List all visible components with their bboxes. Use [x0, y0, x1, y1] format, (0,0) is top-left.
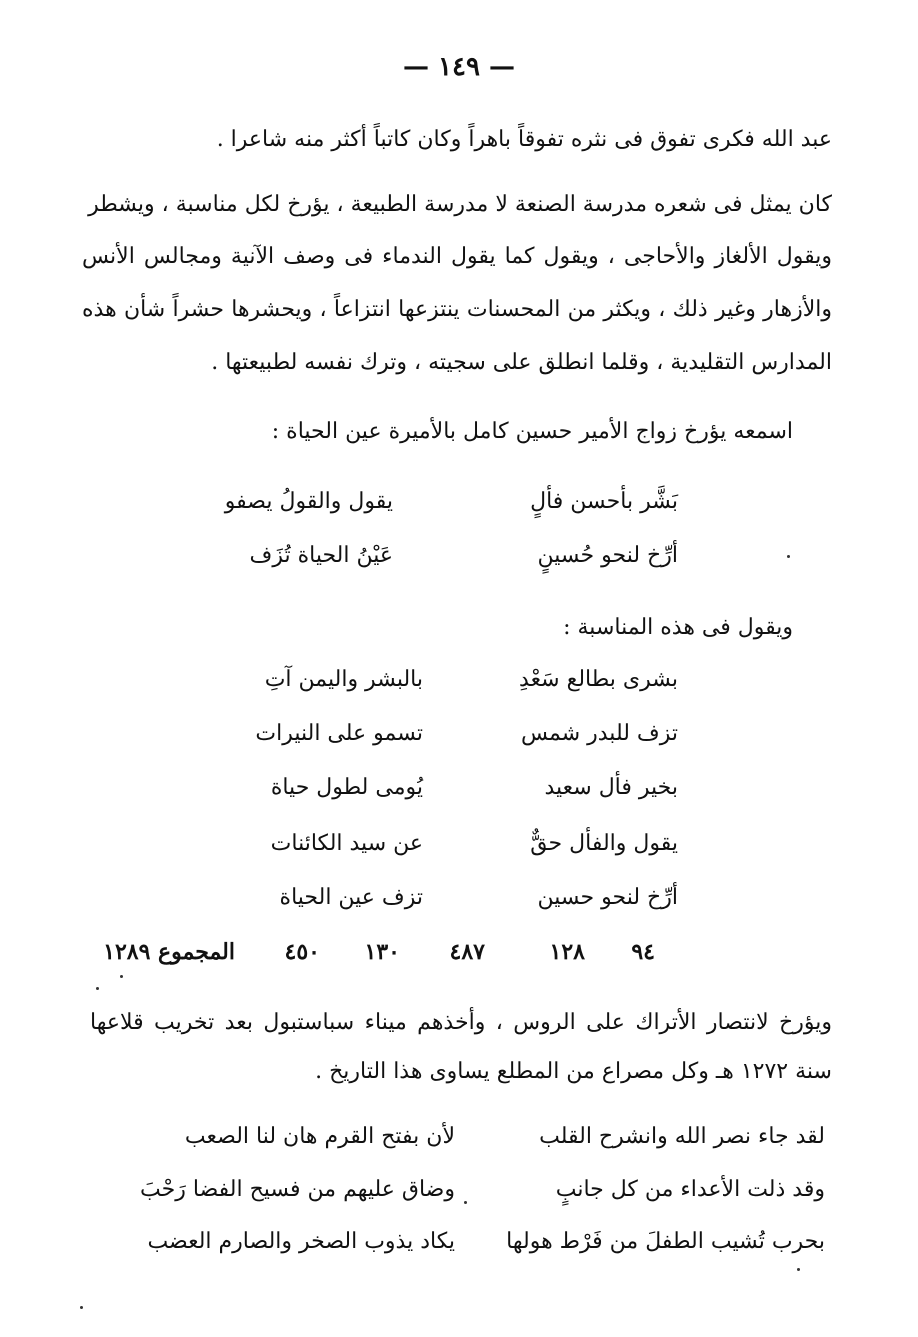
verse-hemistich-left: عن سيد الكائنات [270, 831, 423, 856]
print-speck [80, 1306, 83, 1309]
sum-value: ٤٨٧ [449, 939, 485, 965]
verse-hemistich-left: تسمو على النيرات [255, 721, 423, 746]
print-speck [120, 975, 123, 978]
verse-hemistich-left: يُومى لطول حياة [270, 775, 423, 800]
paragraph-line: كان يمثل فى شعره مدرسة الصنعة لا مدرسة الطبيعة ، يؤرخ لكل مناسبة ، ويشطر [88, 192, 832, 217]
poem2-intro: ويقول فى هذه المناسبة : [563, 615, 793, 640]
verse-hemistich-left: لأن بفتح القرم هان لنا الصعب [184, 1124, 455, 1149]
verse-hemistich-right: بَشَّر بأحسن فألٍ [530, 489, 678, 514]
verse-hemistich-left: يكاد يذوب الصخر والصارم العضب [147, 1229, 455, 1254]
verse-hemistich-left: بالبشر واليمن آتِ [264, 667, 423, 692]
print-speck [464, 1201, 467, 1204]
poem1-intro: اسمعه يؤرخ زواج الأمير حسين كامل بالأميرة عين الحياة : [271, 419, 793, 444]
paragraph-line: ويقول الألغاز والأحاجى ، ويقول كما يقول الندماء فى وصف الآنية ومجالس الأنس [82, 244, 832, 269]
verse-hemistich-right: تزف للبدر شمس [520, 721, 678, 746]
verse-hemistich-left: تزف عين الحياة [279, 885, 423, 910]
paragraph2-line: ويؤرخ لانتصار الأتراك على الروس ، وأخذهم ميناء سباستبول بعد تخريب قلاعها [90, 1010, 832, 1035]
intro-line: عبد الله فكرى تفوق فى نثره تفوقاً باهراً وكان كاتباً أكثر منه شاعرا . [216, 127, 832, 152]
sum-total: المجموع ١٢٨٩ [103, 939, 235, 965]
print-speck [787, 555, 790, 558]
paragraph-line: المدارس التقليدية ، وقلما انطلق على سجيته ، وترك نفسه لطبيعتها . [211, 350, 832, 375]
verse-hemistich-right: أرِّخ لنحو حُسينٍ [537, 543, 678, 568]
verse-hemistich-right: وقد ذلت الأعداء من كل جانبٍ [555, 1177, 825, 1202]
verse-hemistich-left: يقول والقولُ يصفو [224, 489, 393, 514]
sum-value: ١٢٨ [549, 939, 585, 965]
verse-hemistich-left: وضاق عليهم من فسيح الفضا رَحْبَ [140, 1177, 455, 1202]
paragraph2-line: سنة ١٢٧٢ هـ وكل مصراع من المطلع يساوى هذا التاريخ . [315, 1059, 832, 1084]
page-number: — ١٤٩ — [402, 52, 516, 82]
sum-value: ٤٥٠ [284, 939, 320, 965]
verse-hemistich-right: أرِّخ لنحو حسين [537, 885, 678, 910]
paragraph-line: والأزهار وغير ذلك ، ويكثر من المحسنات ينتزعها انتزاعاً ، ويحشرها حشراً شأن هذه [82, 297, 832, 322]
verse-hemistich-right: يقول والفأل حقٌّ [530, 831, 678, 856]
verse-hemistich-right: لقد جاء نصر الله وانشرح القلب [539, 1124, 825, 1149]
print-speck [96, 987, 99, 990]
print-speck [797, 1268, 800, 1271]
verse-hemistich-right: بحرب تُشيب الطفلَ من فَرْط هولها [506, 1229, 825, 1254]
verse-hemistich-left: عَيْنُ الحياة تُزَف [249, 543, 393, 568]
verse-hemistich-right: بخير فأل سعيد [544, 775, 678, 800]
sum-value: ١٣٠ [364, 939, 400, 965]
sum-value: ٩٤ [631, 939, 655, 965]
letter-value-sums [95, 932, 655, 972]
verse-hemistich-right: بشرى بطالع سَعْدِ [519, 667, 678, 692]
